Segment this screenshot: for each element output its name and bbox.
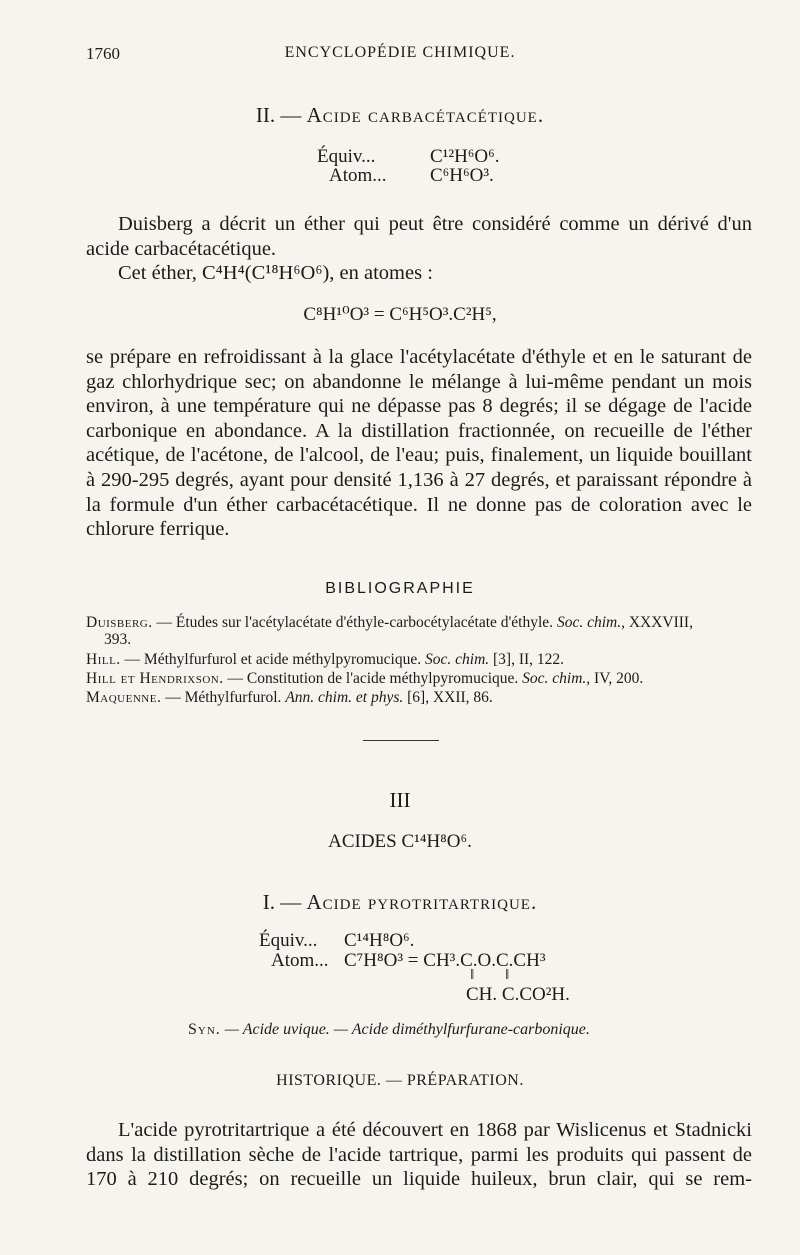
bib-entry-continuation: 393. bbox=[104, 631, 132, 648]
bib-author: Duisberg. bbox=[86, 614, 153, 631]
bib-ref: [6], XXII, 86. bbox=[403, 689, 493, 706]
equiv-formula: C¹⁴H⁸O⁶. bbox=[344, 930, 415, 951]
bib-text: — Études sur l'acétylacétate d'éthyle-carbocétylacétate d'éthyle. bbox=[152, 614, 557, 631]
bib-source: Soc. chim., bbox=[522, 670, 591, 687]
bib-entry bbox=[86, 689, 766, 707]
chapter-number: III bbox=[389, 788, 411, 812]
section-title-text: Acide carbacétacétique. bbox=[306, 103, 545, 127]
equiv-formula: C¹²H⁶O⁶. bbox=[430, 146, 500, 167]
page-number: 1760 bbox=[86, 44, 120, 63]
atom-formula: C⁶H⁶O³. bbox=[430, 165, 494, 186]
bib-author: Maquenne. bbox=[86, 689, 162, 706]
equiv-label: Équiv... bbox=[259, 930, 318, 951]
section-title bbox=[0, 103, 800, 128]
bib-source: Soc. chim. bbox=[425, 651, 490, 668]
bib-entry bbox=[86, 670, 766, 688]
bib-text: — Constitution de l'acide méthylpyromucique. bbox=[223, 670, 523, 687]
section-title-text: Acide pyrotritartrique. bbox=[306, 890, 538, 914]
bib-ref: IV, 200. bbox=[590, 670, 644, 687]
synonyms bbox=[188, 1021, 590, 1039]
bib-author: Hill. bbox=[86, 651, 121, 668]
double-bond-marker: ‖ bbox=[470, 967, 475, 983]
bib-text: — Méthylfurfurol. bbox=[161, 689, 286, 706]
atom-label: Atom... bbox=[271, 950, 329, 971]
bib-author: Hill et Hendrixson. bbox=[86, 670, 224, 687]
ring-formula-line: CH. C.CO²H. bbox=[466, 984, 570, 1005]
bib-ref: XXXVIII, bbox=[624, 614, 693, 631]
bib-entry bbox=[86, 614, 766, 632]
atom-label: Atom... bbox=[329, 165, 387, 186]
paragraph-intro bbox=[86, 212, 752, 286]
equiv-label: Équiv... bbox=[317, 146, 376, 167]
ether-formula: C⁸H¹⁰O³ = C⁶H⁵O³.C²H⁵, bbox=[303, 304, 497, 325]
bib-entry bbox=[86, 651, 766, 669]
bib-text: — Méthylfurfurol et acide méthylpyromucique. bbox=[120, 651, 425, 668]
synonyms-text: — Acide uvique. — Acide diméthylfurfurane-carbonique. bbox=[220, 1021, 590, 1038]
double-bond-marker: ‖ bbox=[505, 967, 510, 983]
paragraph-1: Duisberg a décrit un éther qui peut être considéré comme un dérivé d'un acide carbacétacétique. bbox=[86, 213, 752, 260]
paragraph-preparation bbox=[86, 345, 752, 542]
bib-source: Soc. chim., bbox=[556, 614, 625, 631]
paragraph-3: se prépare en refroidissant à la glace l'acétylacétate d'éthyle et en le saturant de gaz chlorhydrique sec; on abandonne le mélange à lui-même pendant un mois environ, à une température qui ne dépasse pas 8 degrés; il se dégage de l'acide carbonique en abondance. A la distillation fractionnée, on recueille de l'éther acétique, de l'acétone, de l'alcool, de l'eau; puis, finalement, un liquide bouillant à 290-295 degrés, ayant pour densité 1,136 à 27 degrés, et paraissant répondre à la formule d'un éther carbacétacétique. Il ne donne pas de coloration avec le chlorure ferrique. bbox=[86, 346, 752, 541]
subheading: HISTORIQUE. — PRÉPARATION. bbox=[276, 1072, 524, 1089]
paragraph-2: Cet éther, C⁴H⁴(C¹⁸H⁶O⁶), en atomes : bbox=[118, 262, 433, 285]
chapter-heading: ACIDES C¹⁴H⁸O⁶. bbox=[328, 831, 472, 852]
bib-ref: [3], II, 122. bbox=[489, 651, 565, 668]
synonyms-label: Syn. bbox=[188, 1021, 221, 1038]
section-divider bbox=[363, 740, 439, 741]
bib-source: Ann. chim. et phys. bbox=[285, 689, 404, 706]
running-title: ENCYCLOPÉDIE CHIMIQUE. bbox=[284, 44, 516, 61]
bibliography-title: BIBLIOGRAPHIE bbox=[325, 580, 475, 597]
section-title bbox=[0, 890, 800, 915]
paragraph-4: L'acide pyrotritartrique a été découvert en 1868 par Wislicenus et Stadnicki dans la distillation sèche de l'acide tartrique, parmi les produits qui passent de 170 à 210 degrés; on recueille un liquide huileux, brun clair, qui se rem- bbox=[86, 1119, 752, 1191]
section-title-prefix: I. — bbox=[262, 890, 307, 914]
atom-structural-formula: C⁷H⁸O³ = CH³.C.O.C.CH³ bbox=[344, 950, 546, 971]
paragraph-history bbox=[86, 1118, 752, 1192]
section-title-prefix: II. — bbox=[255, 103, 307, 127]
